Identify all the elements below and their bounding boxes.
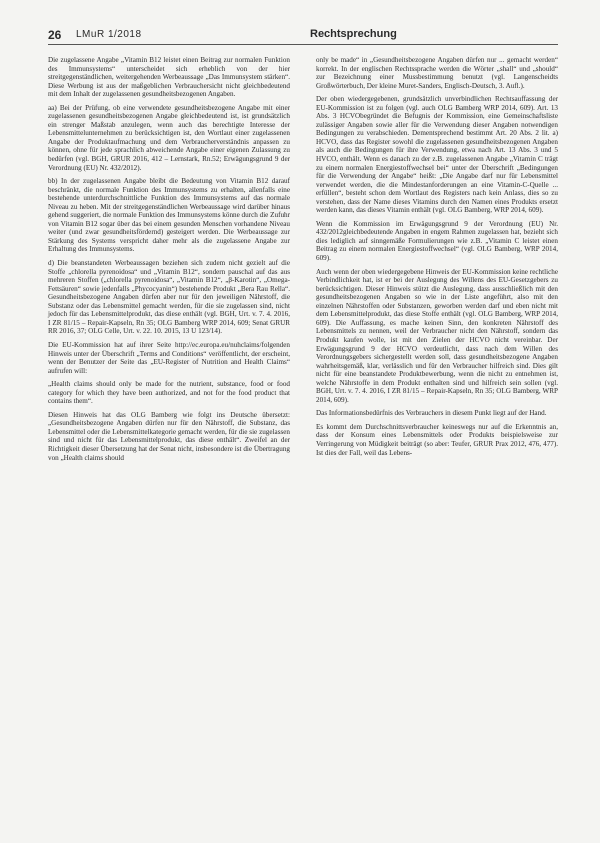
right-text-column: [316, 56, 558, 462]
paragraph: Das Informationsbedürfnis des Verbrauchers in diesem Punkt liegt auf der Hand.: [316, 409, 547, 418]
paragraph: Die zugelassene Angabe „Vitamin B12 leistet einen Beitrag zur normalen Funktion des Immunsystems“ unterscheidet sich erheblich von der hier streitgegenständlichen, weitergehenden Werbeaussage „Das Immunsystem stärken“. Diese Werbung ist aus der maßgeblichen Verbrauchersicht nicht gleichbedeutend mit dem Inhalt der zugelassenen gesundheitsbezogenen Angaben.: [48, 56, 290, 99]
paragraph: Der oben wiedergegebenen, grundsätzlich unverbindlichen Rechtsauffassung der EU-Kommission ist zu folgen (vgl. auch OLG Bamberg WRP 2014, 609). Art. 13 Abs. 3 HCVObegründet die Befugnis der Kommission, eine Gemeinschaftsliste zulässiger Angaben sowie aller für die Verwendung dieser Angaben notwendigen Bedingungen zu verabschieden. Dementsprechend bestimmt Art. 20 Abs. 2 lit. a) HCVO, dass das Register sowohl die zugelassenen gesundheitsbezogenen Angaben als auch die Bedingungen für ihre Verwendung, etwa nach Art. 13 Abs. 3 und 5 HVCO, enthält. Wenn es danach zu der z.B. zugelassenen Angabe „Vitamin C trägt zu einem normalen Energiestoffwechsel bei“ unter der Überschrift „Bedingungen für die Verwendung der Angabe“ heißt: „Die Angabe darf nur für Lebensmittel verwendet werden, die die Mindestanforderungen an eine Vitamin-C-Quelle ... erfüllen“, besteht schon dem Wortlaut des Registers nach kein Anlass, dies so zu verstehen, dass der Name dieses Vitamins durch den Namen eines Produkts ersetzt werden kann, das dieses Vitamin enthält (vgl. OLG Bamberg, WRP 2014, 609).: [316, 95, 558, 215]
quote-paragraph: „Health claims should only be made for the nutrient, substance, food or food category for which they have been authorized, and not for the food product that contains them“.: [48, 380, 290, 406]
paragraph: Diesen Hinweis hat das OLG Bamberg wie folgt ins Deutsche übersetzt: „Gesundheitsbezogene Angaben dürfen nur für den Nährstoff, die Substanz, das Lebensmittel oder die Lebensmittelkategorie gemacht werden, für die sie zugelassen sind und nicht für das Lebensmittelprodukt, das diese enthält“. Zweifel an der Richtigkeit dieser Übersetzung hat der Senat nicht, insbesondere ist die Übertragung von „Health claims should: [48, 410, 290, 462]
paragraph: Wenn die Kommission im Erwägungsgrund 9 der Verordnung (EU) Nr. 432/2012gleichbedeutende Angaben in engem Rahmen zugelassen hat, bezieht sich dies lediglich auf sinngemäße Formulierungen wie z.B. „Vitamin C leistet einen Beitrag zu einem normalen Energiestoffwechsel“ (vgl. OLG Bamberg, WRP 2014, 609).: [316, 219, 558, 263]
page-number: 26: [48, 28, 62, 42]
paragraph: only be made“ in „Gesundheitsbezogene Angaben dürfen nur ... gemacht werden“ korrekt. In der englischen Rechtssprache werden die Wörter „shall“ und „should“ zur Bezeichnung einer Mussbestimmung benutzt (vgl. Langenscheidts Großwörterbuch, Der kleine Muret-Sanders, Englisch-Deutsch, 3. Aufl.).: [316, 56, 558, 90]
paragraph: aa) Bei der Prüfung, ob eine verwendete gesundheitsbezogene Angabe mit einer zugelassenen gesundheitsbezogenen Angabe gleichbedeutend ist, ist grundsätzlich ein strenger Maßstab anzulegen, wenn auch das berechtigte Interesse der Lebensmittelunternehmen zu berücksichtigen ist, den Wortlaut einer zugelassenen Angabe der Produktaufmachung und dem Verbraucherverständnis anpassen zu können, ohne für jede sprachlich abweichende Angabe einer eigenen Zulassung zu bedürfen (vgl. BGH, GRUR 2016, 412 – Lernstark, Rn.52; Erwägungsgrund 9 der Verordnung (EU) Nr. 432/2012).: [48, 103, 290, 172]
paragraph: Auch wenn der oben wiedergegebene Hinweis der EU-Kommission keine rechtliche Verbindlichkeit hat, ist er bei der Auslegung des Willens des EU-Gesetzgebers zu berücksichtigen. Dieser Hinweis stützt die Auslegung, dass ausschließlich mit den gesundheitsbezogenen Angaben so wie in der Liste angeführt, also mit den einzelnen Nährstoffen oder Substanzen, geworben werden darf und eben nicht mit dem Lebensmittelprodukt, das diese Stoffe enthält (vgl. OLG Bamberg, WRP 2014, 609). Die Auffassung, es mache keinen Sinn, den konkreten Nährstoff des Lebensmittels zu nennen, weil der Verbraucher nicht den Nährstoff, sondern das Produkt kaufen wolle, ist mit den Zielen der HCVO nicht vereinbar. Der Erwägungsgrund 9 der HCVO verdeutlicht, dass nach dem Willen des Verordnungsgebers sichergestellt werden soll, dass gesundheitsbezogene Angaben wahrheitsgemäß, klar, verlässlich und für den Verbraucher hilfreich sind. Dies gilt nicht für eine beanstandete Produktbewerbung, wenn die nicht zu entnehmen ist, welche Nährstoffe in dem Produkt enthalten sind und hilfreich sein sollen (vgl. BGH, Urt. v. 7. 4. 2016, I ZR 81/15 – Repair-Kapseln, Rn 35; OLG Bamberg, WRP 2014, 609).: [316, 267, 558, 404]
paragraph: bb) In der zugelassenen Angabe bleibt die Bedeutung von Vitamin B12 darauf beschränkt, die normale Funktion des Immunsystems zu erhalten, allenfalls eine bestehende unterdurchschnittliche Funktion des Immunsystems auf das normale Niveau zu heben. Mit der streitgegenständlichen Werbeaussage wird darüber hinaus gehend suggeriert, die normale Funktion des Immunsystems könne durch die Zufuhr von Vitamin B12 sogar über das bei einem gesunden Menschen vorhandene Niveau weiter (und zwar gesundheitsfördernd) gesteigert werden. Die Werbeaussage zur Stärkung des Systems verspricht daher mehr als die zugelassene Angabe zur Erhaltung des Immunsystems.: [48, 177, 290, 254]
section-title: Rechtsprechung: [310, 28, 397, 40]
header-divider: [48, 44, 558, 45]
paragraph: d) Die beanstandeten Werbeaussagen beziehen sich zudem nicht gezielt auf die Stoffe „chlorella pyrenoidosa“ und „Vitamin B12“, sondern pauschal auf das aus mehreren Stoffen („chlorella pyrenoidosa“, „Vitamin B12“, „β-Karotin“, „Omega-Fettsäuren“ sowie jedenfalls „Phycocyanin“) bestehende Produkt „Bera Rau Rella“. Gesundheitsbezogene Angaben dürfen aber nur für den jeweiligen Nährstoff, die Substanz oder das Lebensmittel gemacht werden, für die sie zugelassen sind, nicht jedoch für das Lebensmittelprodukt, das diese enthält (vgl. BGH, Urt. v. 7. 4. 2016, I ZR 81/15 – Repair-Kapseln, Rn 35; OLG Bamberg WRP 2014, 609; Senat GRUR RR 2016, 37; OLG Celle, Urt. v. 22. 10. 2015, 13 U 123/14).: [48, 259, 290, 336]
paragraph: Die EU-Kommission hat auf ihrer Seite http://ec.europa.eu/nuhclaims/folgenden Hinweis unter der Überschrift „Terms and Conditions“ veröffentlicht, der erscheint, wenn der Benutzer der Seite das „EU-Register of Nutrition and Health Claims“ aufrufen will:: [48, 340, 290, 375]
paragraph: Es kommt dem Durchschnittsverbraucher keineswegs nur auf die Erkenntnis an, dass der Konsum eines Lebensmittels oder Produkts beispielsweise zur Verringerung von Müdigkeit beiträgt (so aber: Teufer, GRUR Prax 2012, 476, 477). Ist dies der Fall, weil das Lebens-: [316, 422, 558, 457]
left-text-column: [48, 56, 290, 467]
journal-name: LMuR 1/2018: [76, 29, 142, 40]
